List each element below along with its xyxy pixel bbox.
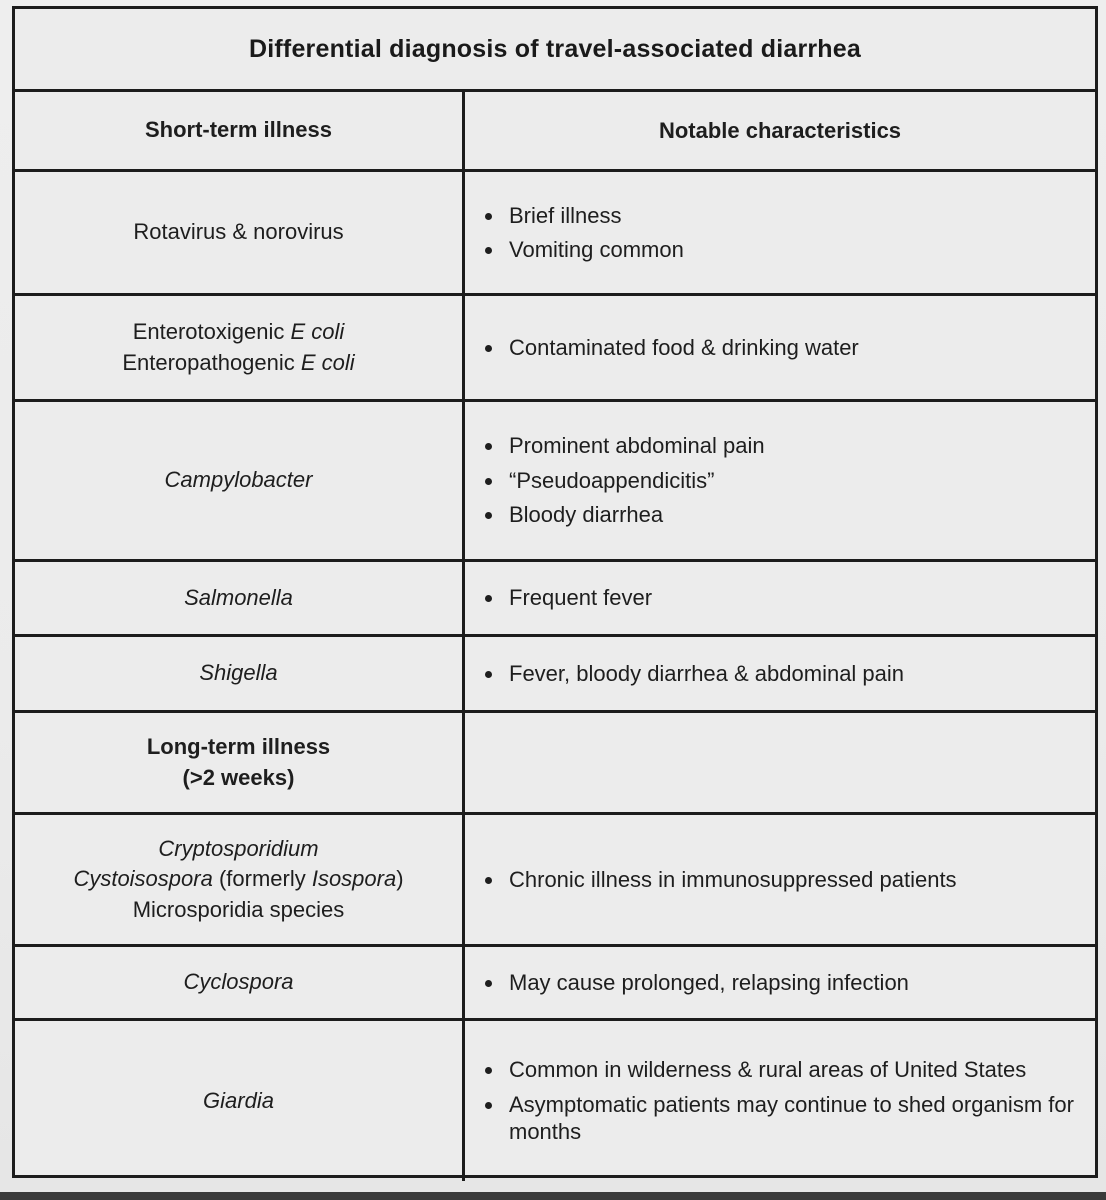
list-item: Asymptomatic patients may continue to shed organism for months [481, 1091, 1083, 1146]
header-short-term-illness: Short-term illness [15, 92, 465, 169]
characteristics-cell [465, 815, 1095, 944]
characteristics-cell [465, 1021, 1095, 1181]
diagnosis-table [12, 6, 1098, 1178]
table-row-e-coli [15, 296, 1095, 402]
table-row-salmonella [15, 562, 1095, 637]
list-item: Contaminated food & drinking water [481, 334, 1083, 362]
illness-name: Campylobacter [164, 467, 313, 493]
illness-name: Giardia [203, 1087, 274, 1113]
illness-name: Enteropathogenic E coli [122, 349, 355, 375]
illness-name-cell [15, 947, 465, 1018]
table-title: Differential diagnosis of travel-associated diarrhea [15, 9, 1095, 92]
illness-name-cell [15, 562, 465, 634]
characteristics-cell [465, 296, 1095, 399]
illness-name-cell [15, 637, 465, 710]
illness-name: Shigella [199, 660, 278, 686]
illness-name: Salmonella [184, 584, 293, 610]
illness-name-cell [15, 815, 465, 944]
list-item: Bloody diarrhea [481, 501, 1083, 529]
section-heading: Long-term illness [146, 734, 331, 760]
list-item: Frequent fever [481, 584, 1083, 612]
characteristics-list [481, 195, 1083, 271]
illness-name: Cyclospora [183, 969, 294, 995]
list-item: May cause prolonged, relapsing infection [481, 969, 1083, 997]
illness-name: Rotavirus & norovirus [133, 219, 344, 245]
table-header-row [15, 92, 1095, 172]
table-section-long-term [15, 713, 1095, 815]
list-item: Chronic illness in immunosuppressed patients [481, 866, 1083, 894]
characteristics-cell [465, 562, 1095, 634]
illness-name-cell [15, 172, 465, 293]
header-notable-characteristics: Notable characteristics [658, 117, 902, 143]
list-item: Prominent abdominal pain [481, 432, 1083, 460]
characteristics-list [481, 653, 1083, 695]
list-item: Common in wilderness & rural areas of United States [481, 1056, 1083, 1084]
illness-name-cell [15, 1021, 465, 1181]
illness-name: Enterotoxigenic E coli [132, 319, 345, 345]
characteristics-list [481, 1049, 1083, 1153]
table-row-rotavirus [15, 172, 1095, 296]
illness-name: Microsporidia species [132, 896, 345, 922]
section-subheading: (>2 weeks) [182, 764, 295, 790]
characteristics-list [481, 327, 1083, 369]
section-heading-cell [15, 713, 465, 812]
illness-name-cell [15, 402, 465, 559]
characteristics-cell [465, 402, 1095, 559]
list-item: Fever, bloody diarrhea & abdominal pain [481, 660, 1083, 688]
characteristics-cell [465, 947, 1095, 1018]
illness-name: Cryptosporidium [158, 835, 319, 861]
characteristics-list [481, 962, 1083, 1004]
table-row-shigella [15, 637, 1095, 713]
list-item: Brief illness [481, 202, 1083, 230]
characteristics-list [481, 859, 1083, 901]
characteristics-list [481, 425, 1083, 536]
list-item: “Pseudoappendicitis” [481, 467, 1083, 495]
table-row-cryptosporidium [15, 815, 1095, 947]
characteristics-cell [465, 172, 1095, 293]
characteristics-cell [465, 637, 1095, 710]
table-row-giardia [15, 1021, 1095, 1181]
table-row-campylobacter [15, 402, 1095, 562]
list-item: Vomiting common [481, 236, 1083, 264]
illness-name: Cystoisospora (formerly Isospora) [73, 866, 404, 892]
empty-cell [465, 713, 1095, 812]
characteristics-list [481, 577, 1083, 619]
table-row-cyclospora [15, 947, 1095, 1021]
illness-name-cell [15, 296, 465, 399]
